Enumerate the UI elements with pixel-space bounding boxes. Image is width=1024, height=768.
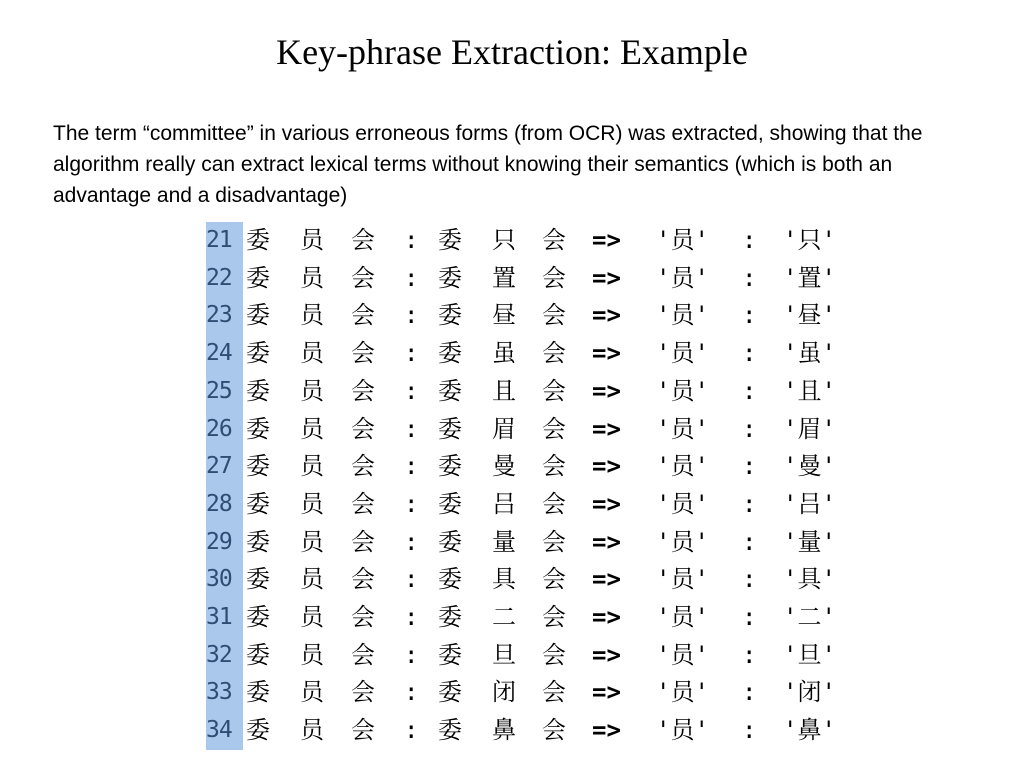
line-number: 31 (206, 604, 232, 630)
separator-colon: : (404, 376, 419, 405)
separator-colon: : (404, 527, 419, 556)
extracted-term: '眉' (783, 414, 836, 443)
separator-colon-2: : (742, 452, 757, 481)
extracted-term: '鼻' (783, 716, 836, 745)
variant-char-1: 委 (438, 339, 462, 368)
separator-colon-2: : (742, 716, 757, 745)
source-char-2: 员 (300, 527, 324, 556)
line-number: 28 (206, 490, 232, 517)
listing-row (206, 373, 856, 411)
separator-colon: : (404, 263, 419, 292)
source-char-3: 会 (351, 301, 375, 330)
variant-char-1: 委 (438, 301, 462, 330)
source-char-2: 员 (300, 339, 324, 368)
separator-colon: : (404, 565, 419, 594)
separator-colon: : (404, 489, 419, 518)
mapping-arrow: => (592, 489, 621, 518)
line-number: 22 (206, 264, 232, 291)
line-number: 29 (206, 528, 232, 555)
variant-char-3: 会 (542, 565, 566, 594)
expected-term: '员' (656, 226, 709, 254)
listing-row (206, 599, 856, 637)
separator-colon-2: : (742, 640, 757, 669)
mapping-arrow: => (592, 339, 621, 368)
separator-colon: : (404, 339, 419, 368)
source-char-3: 会 (351, 489, 375, 518)
extracted-term: '二' (783, 603, 836, 631)
source-char-3: 会 (351, 640, 375, 669)
mapping-arrow: => (592, 226, 621, 254)
expected-term: '员' (656, 603, 709, 631)
mapping-arrow: => (592, 716, 621, 745)
mapping-arrow: => (592, 565, 621, 594)
separator-colon: : (404, 452, 419, 481)
extracted-term: '只' (783, 226, 836, 254)
source-char-2: 员 (300, 603, 324, 631)
source-char-1: 委 (246, 263, 270, 292)
listing-row (206, 486, 856, 524)
mapping-arrow: => (592, 301, 621, 330)
listing-row (206, 637, 856, 675)
line-number: 27 (206, 453, 232, 480)
variant-char-3: 会 (542, 452, 566, 481)
mapping-arrow: => (592, 527, 621, 556)
separator-colon: : (404, 301, 419, 330)
source-char-2: 员 (300, 414, 324, 443)
mapping-arrow: => (592, 263, 621, 292)
separator-colon-2: : (742, 376, 757, 405)
extracted-term: '具' (783, 565, 836, 594)
variant-char-2: 旦 (492, 640, 516, 669)
source-char-3: 会 (351, 414, 375, 443)
source-char-2: 员 (300, 716, 324, 745)
source-char-2: 员 (300, 226, 324, 254)
extracted-term: '旦' (783, 640, 836, 669)
listing-row (206, 524, 856, 562)
expected-term: '员' (656, 716, 709, 745)
variant-char-3: 会 (542, 603, 566, 631)
source-char-2: 员 (300, 301, 324, 330)
slide-body-text: The term “committee” in various erroneous forms (from OCR) was extracted, showing that the algorithm really can extract lexical terms without knowing their semantics (which is both an advantage and a disadvantage) (53, 122, 923, 207)
variant-char-2: 置 (492, 263, 516, 292)
source-char-1: 委 (246, 414, 270, 443)
source-char-3: 会 (351, 716, 375, 745)
variant-char-2: 虽 (492, 339, 516, 368)
line-number: 26 (206, 415, 232, 442)
source-char-3: 会 (351, 226, 375, 254)
extracted-term: '曼' (783, 452, 836, 481)
source-char-3: 会 (351, 452, 375, 481)
listing-row (206, 260, 856, 298)
source-char-3: 会 (351, 527, 375, 556)
separator-colon-2: : (742, 301, 757, 330)
variant-char-2: 吕 (492, 489, 516, 518)
source-char-3: 会 (351, 565, 375, 594)
variant-char-3: 会 (542, 716, 566, 745)
listing-row (206, 674, 856, 712)
separator-colon: : (404, 414, 419, 443)
variant-char-2: 鼻 (492, 716, 516, 745)
extracted-term: '量' (783, 527, 836, 556)
source-char-1: 委 (246, 452, 270, 481)
extracted-term: '且' (783, 376, 836, 405)
source-char-1: 委 (246, 716, 270, 745)
source-char-2: 员 (300, 263, 324, 292)
variant-char-3: 会 (542, 414, 566, 443)
line-number: 25 (206, 377, 232, 404)
source-char-2: 员 (300, 452, 324, 481)
separator-colon: : (404, 716, 419, 745)
expected-term: '员' (656, 414, 709, 443)
separator-colon-2: : (742, 603, 757, 631)
expected-term: '员' (656, 376, 709, 405)
variant-char-2: 具 (492, 565, 516, 594)
variant-char-1: 委 (438, 678, 462, 707)
expected-term: '员' (656, 527, 709, 556)
listing-row (206, 222, 856, 260)
listing-row (206, 448, 856, 486)
variant-char-2: 曼 (492, 452, 516, 481)
variant-char-3: 会 (542, 301, 566, 330)
expected-term: '员' (656, 640, 709, 669)
separator-colon-2: : (742, 339, 757, 368)
separator-colon: : (404, 640, 419, 669)
expected-term: '员' (656, 263, 709, 292)
line-number: 34 (206, 717, 232, 744)
variant-char-3: 会 (542, 678, 566, 707)
line-number: 24 (206, 340, 232, 367)
variant-char-1: 委 (438, 603, 462, 631)
variant-char-1: 委 (438, 376, 462, 405)
expected-term: '员' (656, 339, 709, 368)
source-char-3: 会 (351, 678, 375, 707)
source-char-1: 委 (246, 301, 270, 330)
separator-colon: : (404, 603, 419, 631)
variant-char-2: 二 (492, 603, 516, 631)
separator-colon-2: : (742, 263, 757, 292)
variant-char-2: 眉 (492, 414, 516, 443)
extracted-term: '吕' (783, 489, 836, 518)
variant-char-1: 委 (438, 716, 462, 745)
line-number: 23 (206, 302, 232, 329)
line-number: 33 (206, 679, 232, 706)
separator-colon-2: : (742, 414, 757, 443)
variant-char-1: 委 (438, 640, 462, 669)
extracted-term: '置' (783, 263, 836, 292)
separator-colon-2: : (742, 678, 757, 707)
expected-term: '员' (656, 452, 709, 481)
source-char-1: 委 (246, 339, 270, 368)
separator-colon-2: : (742, 527, 757, 556)
line-number: 32 (206, 641, 232, 668)
mapping-arrow: => (592, 678, 621, 707)
expected-term: '员' (656, 489, 709, 518)
mapping-arrow: => (592, 376, 621, 405)
listing-row (206, 712, 856, 750)
source-char-2: 员 (300, 565, 324, 594)
variant-char-3: 会 (542, 376, 566, 405)
variant-char-1: 委 (438, 263, 462, 292)
variant-char-1: 委 (438, 527, 462, 556)
source-char-3: 会 (351, 376, 375, 405)
variant-char-2: 量 (492, 527, 516, 556)
extracted-term: '虽' (783, 339, 836, 368)
source-char-2: 员 (300, 376, 324, 405)
extracted-term: '昼' (783, 301, 836, 330)
mapping-arrow: => (592, 603, 621, 631)
extracted-term: '闭' (783, 678, 836, 707)
separator-colon-2: : (742, 226, 757, 254)
variant-char-3: 会 (542, 339, 566, 368)
variant-char-3: 会 (542, 263, 566, 292)
source-char-1: 委 (246, 640, 270, 669)
variant-char-2: 只 (492, 226, 516, 254)
listing-row (206, 297, 856, 335)
line-number: 21 (206, 227, 232, 253)
expected-term: '员' (656, 678, 709, 707)
source-char-1: 委 (246, 565, 270, 594)
variant-char-2: 且 (492, 376, 516, 405)
source-char-1: 委 (246, 527, 270, 556)
separator-colon-2: : (742, 489, 757, 518)
source-char-2: 员 (300, 640, 324, 669)
source-char-2: 员 (300, 678, 324, 707)
line-number: 30 (206, 566, 232, 593)
variant-char-3: 会 (542, 527, 566, 556)
separator-colon: : (404, 226, 419, 254)
source-char-1: 委 (246, 376, 270, 405)
mapping-arrow: => (592, 640, 621, 669)
source-char-1: 委 (246, 603, 270, 631)
listing-row (206, 335, 856, 373)
source-char-2: 员 (300, 489, 324, 518)
source-char-3: 会 (351, 263, 375, 292)
expected-term: '员' (656, 565, 709, 594)
variant-char-2: 闭 (492, 678, 516, 707)
source-char-3: 会 (351, 603, 375, 631)
separator-colon-2: : (742, 565, 757, 594)
variant-char-1: 委 (438, 565, 462, 594)
separator-colon: : (404, 678, 419, 707)
mapping-arrow: => (592, 452, 621, 481)
source-char-1: 委 (246, 489, 270, 518)
source-char-3: 会 (351, 339, 375, 368)
expected-term: '员' (656, 301, 709, 330)
mapping-arrow: => (592, 414, 621, 443)
variant-char-3: 会 (542, 226, 566, 254)
variant-char-3: 会 (542, 489, 566, 518)
variant-char-3: 会 (542, 640, 566, 669)
extraction-listing (206, 222, 856, 750)
variant-char-1: 委 (438, 414, 462, 443)
listing-row (206, 561, 856, 599)
variant-char-2: 昼 (492, 301, 516, 330)
source-char-1: 委 (246, 226, 270, 254)
source-char-1: 委 (246, 678, 270, 707)
variant-char-1: 委 (438, 489, 462, 518)
listing-row (206, 411, 856, 449)
variant-char-1: 委 (438, 452, 462, 481)
slide-title: Key-phrase Extraction: Example (276, 32, 748, 72)
variant-char-1: 委 (438, 226, 462, 254)
